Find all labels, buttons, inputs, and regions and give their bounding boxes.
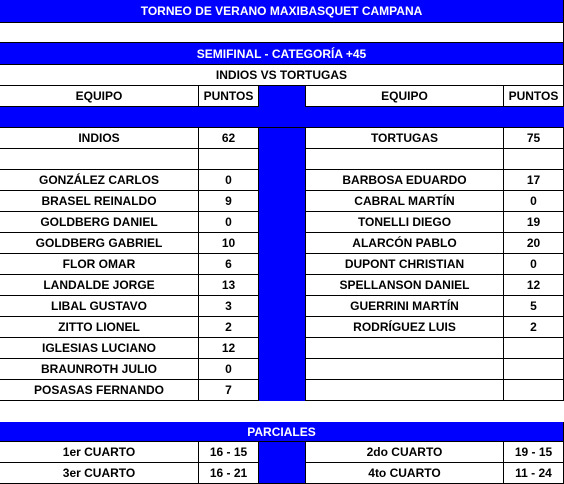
- player-name-right: CABRAL MARTÍN: [306, 191, 504, 212]
- team-total-right: 75: [504, 128, 564, 149]
- player-points-right: [504, 380, 564, 401]
- player-name-left: LANDALDE JORGE: [0, 275, 199, 296]
- empty-cell: [199, 149, 259, 170]
- player-points-right: 5: [504, 296, 564, 317]
- center-divider: [259, 86, 306, 107]
- team-totals-row: [0, 128, 564, 149]
- empty-cell: [0, 149, 199, 170]
- player-points-right: 17: [504, 170, 564, 191]
- empty-cell: [504, 149, 564, 170]
- player-points-left: 6: [199, 254, 259, 275]
- quarter-label: 2do CUARTO: [306, 442, 504, 463]
- player-points-right: 12: [504, 275, 564, 296]
- player-points-left: 12: [199, 338, 259, 359]
- quarter-score: 19 - 15: [504, 442, 564, 463]
- center-divider: [259, 233, 306, 254]
- center-divider: [259, 212, 306, 233]
- quarter-score: 11 - 24: [504, 463, 564, 484]
- header-row: [0, 86, 564, 107]
- player-name-right: DUPONT CHRISTIAN: [306, 254, 504, 275]
- player-name-right: SPELLANSON DANIEL: [306, 275, 504, 296]
- player-row: [0, 275, 564, 296]
- header-points-right: PUNTOS: [504, 86, 564, 107]
- center-divider: [259, 463, 306, 484]
- player-points-left: 9: [199, 191, 259, 212]
- spacer-cell: [0, 23, 564, 43]
- center-divider: [259, 275, 306, 296]
- player-points-left: 13: [199, 275, 259, 296]
- player-name-left: GONZÁLEZ CARLOS: [0, 170, 199, 191]
- quarter-label: 4to CUARTO: [306, 463, 504, 484]
- player-points-right: 20: [504, 233, 564, 254]
- player-name-left: BRASEL REINALDO: [0, 191, 199, 212]
- header-team-left: EQUIPO: [0, 86, 199, 107]
- matchup-title: INDIOS VS TORTUGAS: [0, 65, 564, 86]
- player-points-right: 0: [504, 191, 564, 212]
- blue-band-row: [0, 107, 564, 128]
- player-name-left: GOLDBERG GABRIEL: [0, 233, 199, 254]
- player-name-right: TONELLI DIEGO: [306, 212, 504, 233]
- center-divider: [259, 191, 306, 212]
- partials-row: [0, 442, 564, 463]
- center-divider: [259, 296, 306, 317]
- quarter-score: 16 - 21: [199, 463, 259, 484]
- player-name-right: [306, 359, 504, 380]
- empty-cell: [306, 149, 504, 170]
- player-name-right: BARBOSA EDUARDO: [306, 170, 504, 191]
- center-divider: [259, 128, 306, 149]
- player-name-left: ZITTO LIONEL: [0, 317, 199, 338]
- player-name-right: GUERRINI MARTÍN: [306, 296, 504, 317]
- player-name-left: FLOR OMAR: [0, 254, 199, 275]
- player-points-right: [504, 359, 564, 380]
- sheet-title: TORNEO DE VERANO MAXIBASQUET CAMPANA: [0, 0, 564, 23]
- player-row: [0, 296, 564, 317]
- quarter-label: 3er CUARTO: [0, 463, 199, 484]
- player-row: [0, 338, 564, 359]
- player-name-left: IGLESIAS LUCIANO: [0, 338, 199, 359]
- player-name-right: RODRÍGUEZ LUIS: [306, 317, 504, 338]
- team-name-left: INDIOS: [0, 128, 199, 149]
- player-name-left: BRAUNROTH JULIO: [0, 359, 199, 380]
- player-name-right: ALARCÓN PABLO: [306, 233, 504, 254]
- title-row: [0, 0, 564, 23]
- partials-row: [0, 463, 564, 484]
- player-row: [0, 254, 564, 275]
- center-divider: [259, 170, 306, 191]
- team-total-left: 62: [199, 128, 259, 149]
- player-points-right: 2: [504, 317, 564, 338]
- player-row: [0, 317, 564, 338]
- blue-band: [0, 107, 564, 128]
- player-name-right: [306, 380, 504, 401]
- center-divider: [259, 149, 306, 170]
- player-row: [0, 191, 564, 212]
- center-divider: [259, 317, 306, 338]
- player-name-left: LIBAL GUSTAVO: [0, 296, 199, 317]
- center-divider: [259, 338, 306, 359]
- player-row: [0, 233, 564, 254]
- team-name-right: TORTUGAS: [306, 128, 504, 149]
- spacer-row: [0, 23, 564, 43]
- center-divider: [259, 380, 306, 401]
- stage-row: [0, 43, 564, 65]
- player-points-left: 7: [199, 380, 259, 401]
- player-row: [0, 170, 564, 191]
- player-points-left: 0: [199, 212, 259, 233]
- player-points-right: 0: [504, 254, 564, 275]
- center-divider: [259, 442, 306, 463]
- player-points-left: 10: [199, 233, 259, 254]
- header-points-left: PUNTOS: [199, 86, 259, 107]
- matchup-row: [0, 65, 564, 86]
- stage-title: SEMIFINAL - CATEGORÍA +45: [0, 43, 564, 65]
- player-points-left: 3: [199, 296, 259, 317]
- center-divider: [259, 254, 306, 275]
- empty-row: [0, 149, 564, 170]
- partials-title: PARCIALES: [0, 422, 564, 442]
- player-name-left: GOLDBERG DANIEL: [0, 212, 199, 233]
- player-points-right: 19: [504, 212, 564, 233]
- center-divider: [259, 359, 306, 380]
- player-points-left: 2: [199, 317, 259, 338]
- player-points-left: 0: [199, 170, 259, 191]
- quarter-label: 1er CUARTO: [0, 442, 199, 463]
- player-row: [0, 359, 564, 380]
- player-points-right: [504, 338, 564, 359]
- player-points-left: 0: [199, 359, 259, 380]
- header-team-right: EQUIPO: [306, 86, 504, 107]
- player-row: [0, 380, 564, 401]
- player-name-left: POSASAS FERNANDO: [0, 380, 199, 401]
- partials-title-row: [0, 422, 564, 442]
- player-row: [0, 212, 564, 233]
- player-name-right: [306, 338, 504, 359]
- quarter-score: 16 - 15: [199, 442, 259, 463]
